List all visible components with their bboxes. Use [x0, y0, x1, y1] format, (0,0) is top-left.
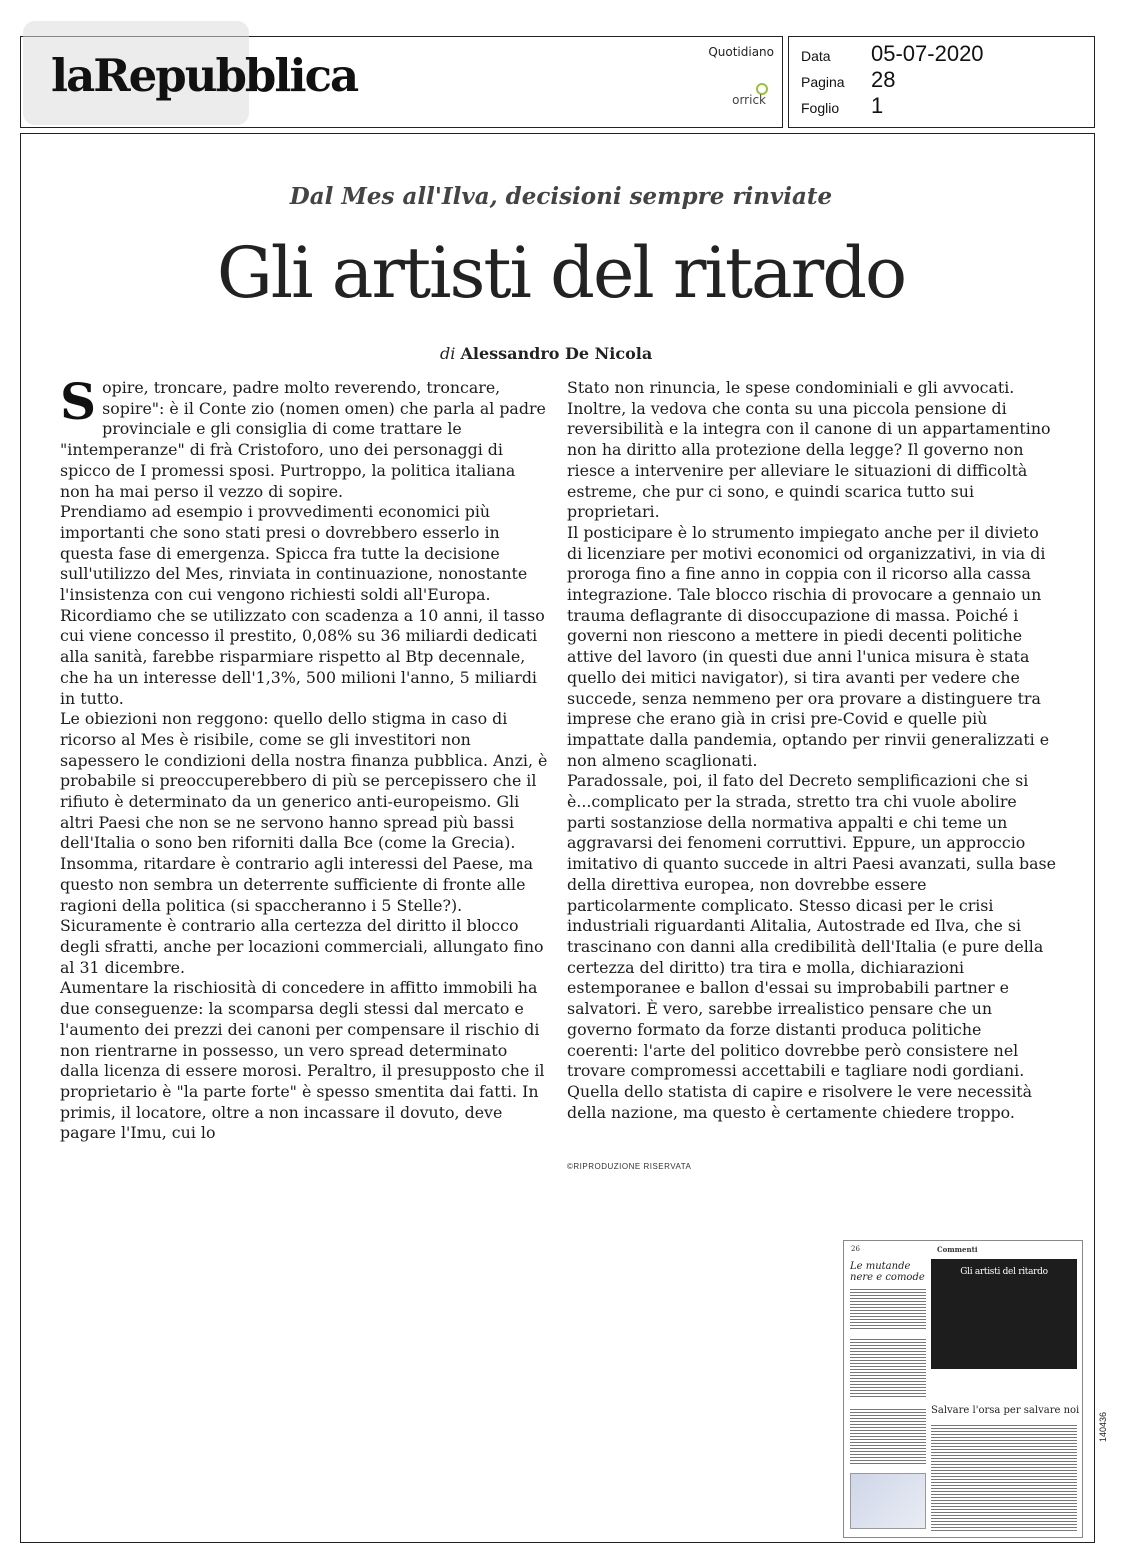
article-byline — [440, 344, 652, 363]
publication-type: Quotidiano — [708, 45, 774, 59]
meta-page-row — [801, 67, 895, 93]
header-publication-box — [20, 36, 783, 128]
thumb-text-lines — [850, 1339, 926, 1399]
newspaper-logo: laRepubblica — [51, 49, 358, 102]
paragraph: Aumentare la rischiosità di concedere in affitto immobili ha due conseguenze: la scomparsa degli stessi dal mercato e l'aumento dei prezzi dei canoni per compensare il rischio di non rientrarne in possesso, un vero spread determinato dalla licenza di essere morosi. Peraltro, il presupposto che il proprietario è "la parte forte" è spesso smentita dai fatti. In primis, il locatore, oltre a non incassare il dovuto, deve pagare l'Imu, cui lo — [60, 978, 545, 1143]
drop-cap: S — [60, 372, 97, 431]
page-label: Pagina — [801, 74, 845, 90]
page-value: 28 — [871, 67, 896, 92]
article-kicker: Dal Mes all'Ilva, decisioni sempre rinviate — [289, 183, 833, 210]
paragraph — [60, 372, 550, 502]
page-thumbnail — [843, 1240, 1083, 1538]
header-meta-box — [788, 36, 1095, 128]
date-value: 05-07-2020 — [871, 41, 984, 66]
thumb-section: Commenti — [937, 1245, 978, 1254]
thumb-image — [850, 1473, 926, 1529]
document-code: 140436 — [1098, 1412, 1108, 1443]
thumb-main-title: Gli artisti del ritardo — [960, 1267, 1048, 1277]
meta-sheet-row — [801, 93, 883, 119]
thumb-left-title: Le mutande nere e comode — [850, 1261, 925, 1283]
byline-author: Alessandro De Nicola — [460, 344, 653, 363]
clipping-agency-logo: orrick — [732, 93, 766, 107]
thumb-text-lines — [850, 1409, 926, 1465]
thumb-second-title: Salvare l'orsa per salvare noi — [931, 1405, 1080, 1416]
paragraph: Sicuramente è contrario alla certezza del diritto il blocco degli sfratti, anche per locazioni commerciali, allungato fino al 31 dicembre. — [60, 916, 544, 977]
meta-date-row — [801, 41, 984, 67]
paragraph: Le obiezioni non reggono: quello dello stigma in caso di ricorso al Mes è risibile, come se gli investitori non sapessero le condizioni della nostra finanza pubblica. Anzi, è probabile si preoccuperebbero di più se percepissero che il rifiuto è determinato da un generico anti-europeismo. Gli altri Paesi che non se ne servono hanno spread più bassi dell'Italia o sono ben riforniti dalla Bce (come la Grecia). Insomma, ritardare è contrario agli interessi del Paese, ma questo non sembra un deterrente sufficiente di fronte alle ragioni della politica (si spaccheranno i 5 Stelle?). — [60, 709, 548, 915]
paragraph-text: opire, troncare, padre molto reverendo, troncare, sopire": è il Conte zio (nomen omen) che parla al padre provinciale e gli consiglia di come trattare le "intemperanze" di frà Cristoforo, uno dei personaggi di spicco de I promessi sposi. Purtroppo, la politica italiana non ha mai perso il vezzo di sopire. — [60, 378, 546, 501]
thumb-text-lines — [850, 1289, 926, 1329]
copyright-notice: ©RIPRODUZIONE RISERVATA — [567, 1162, 692, 1171]
paragraph: Paradossale, poi, il fato del Decreto semplificazioni che si è...complicato per la strada, stretto tra chi vuole abolire parti sostanziose della normativa appalti e chi teme un aggravarsi dei fenomeni corruttivi. Eppure, un approccio imitativo di quanto succede in altri Paesi avanzati, sulla base della direttiva europea, non dovrebbe essere particolarmente complicato. Stesso dicasi per le crisi industriali riguardanti Alitalia, Autostrade ed Ilva, che si trascinano con danni alla credibilità dell'Italia (e pure della certezza del diritto) tra tira e molla, dichiarazioni estemporanee e ballon d'essai su improbabili partner e salvatori. È vero, sarebbe irrealistico pensare che un governo formato da forze distanti produca politiche coerenti: l'arte del politico dovrebbe però consistere nel trovare compromessi accettabili e tagliare nodi gordiani. Quella dello statista di capire e risolvere le vere necessità della nazione, ma questo è certamente chiedere troppo. — [567, 771, 1056, 1122]
sheet-label: Foglio — [801, 100, 840, 116]
thumb-page-number: 26 — [851, 1245, 860, 1253]
byline-prefix: di — [440, 344, 456, 363]
article-column-2 — [567, 378, 1057, 1123]
article-headline: Gli artisti del ritardo — [216, 232, 906, 314]
paragraph: Stato non rinuncia, le spese condominiali e gli avvocati. Inoltre, la vedova che conta su una piccola pensione di reversibilità e la integra con il canone di un appartamentino non ha diritto alla protezione della legge? Il governo non riesce a intervenire per alleviare le situazioni di difficoltà estreme, che pur ci sono, e quindi scarica tutto sui proprietari. — [567, 378, 1051, 522]
sheet-value: 1 — [871, 93, 884, 118]
thumb-highlight-box — [931, 1259, 1077, 1369]
paragraph: Prendiamo ad esempio i provvedimenti economici più importanti che sono stati presi o dovrebbero esserlo in questa fase di emergenza. Spicca fra tutte la decisione sull'utilizzo del Mes, rinviata in continuazione, nonostante l'insistenza con cui vengono richiesti soldi all'Europa. Ricordiamo che se utilizzato con scadenza a 10 anni, il tasso cui viene concesso il prestito, 0,08% su 36 miliardi dedicati alla sanità, farebbe risparmiare rispetto al Btp decennale, che ha un interesse dell'1,3%, 500 milioni l'anno, 5 miliardi in tutto. — [60, 502, 545, 708]
date-label: Data — [801, 48, 831, 64]
article-column-1 — [60, 372, 550, 1144]
paragraph: Il posticipare è lo strumento impiegato anche per il divieto di licenziare per motivi economici od organizzativi, in via di proroga fino a fine anno in coppia con il ricorso alla cassa integrazione. Tale blocco rischia di provocare a gennaio un trauma deflagrante di disoccupazione di massa. Poiché i governi non riescono a mettere in piedi decenti politiche attive del lavoro (in questi due anni l'unica misura è stata quello dei mitici navigator), si tira avanti per vedere che succede, senza nemmeno per ora provare a distinguere tra imprese che erano già in crisi pre-Covid e quelle più impattate dalla pandemia, optando per rinvii generalizzati e non almeno scaglionati. — [567, 522, 1050, 770]
thumb-text-lines — [931, 1425, 1077, 1531]
